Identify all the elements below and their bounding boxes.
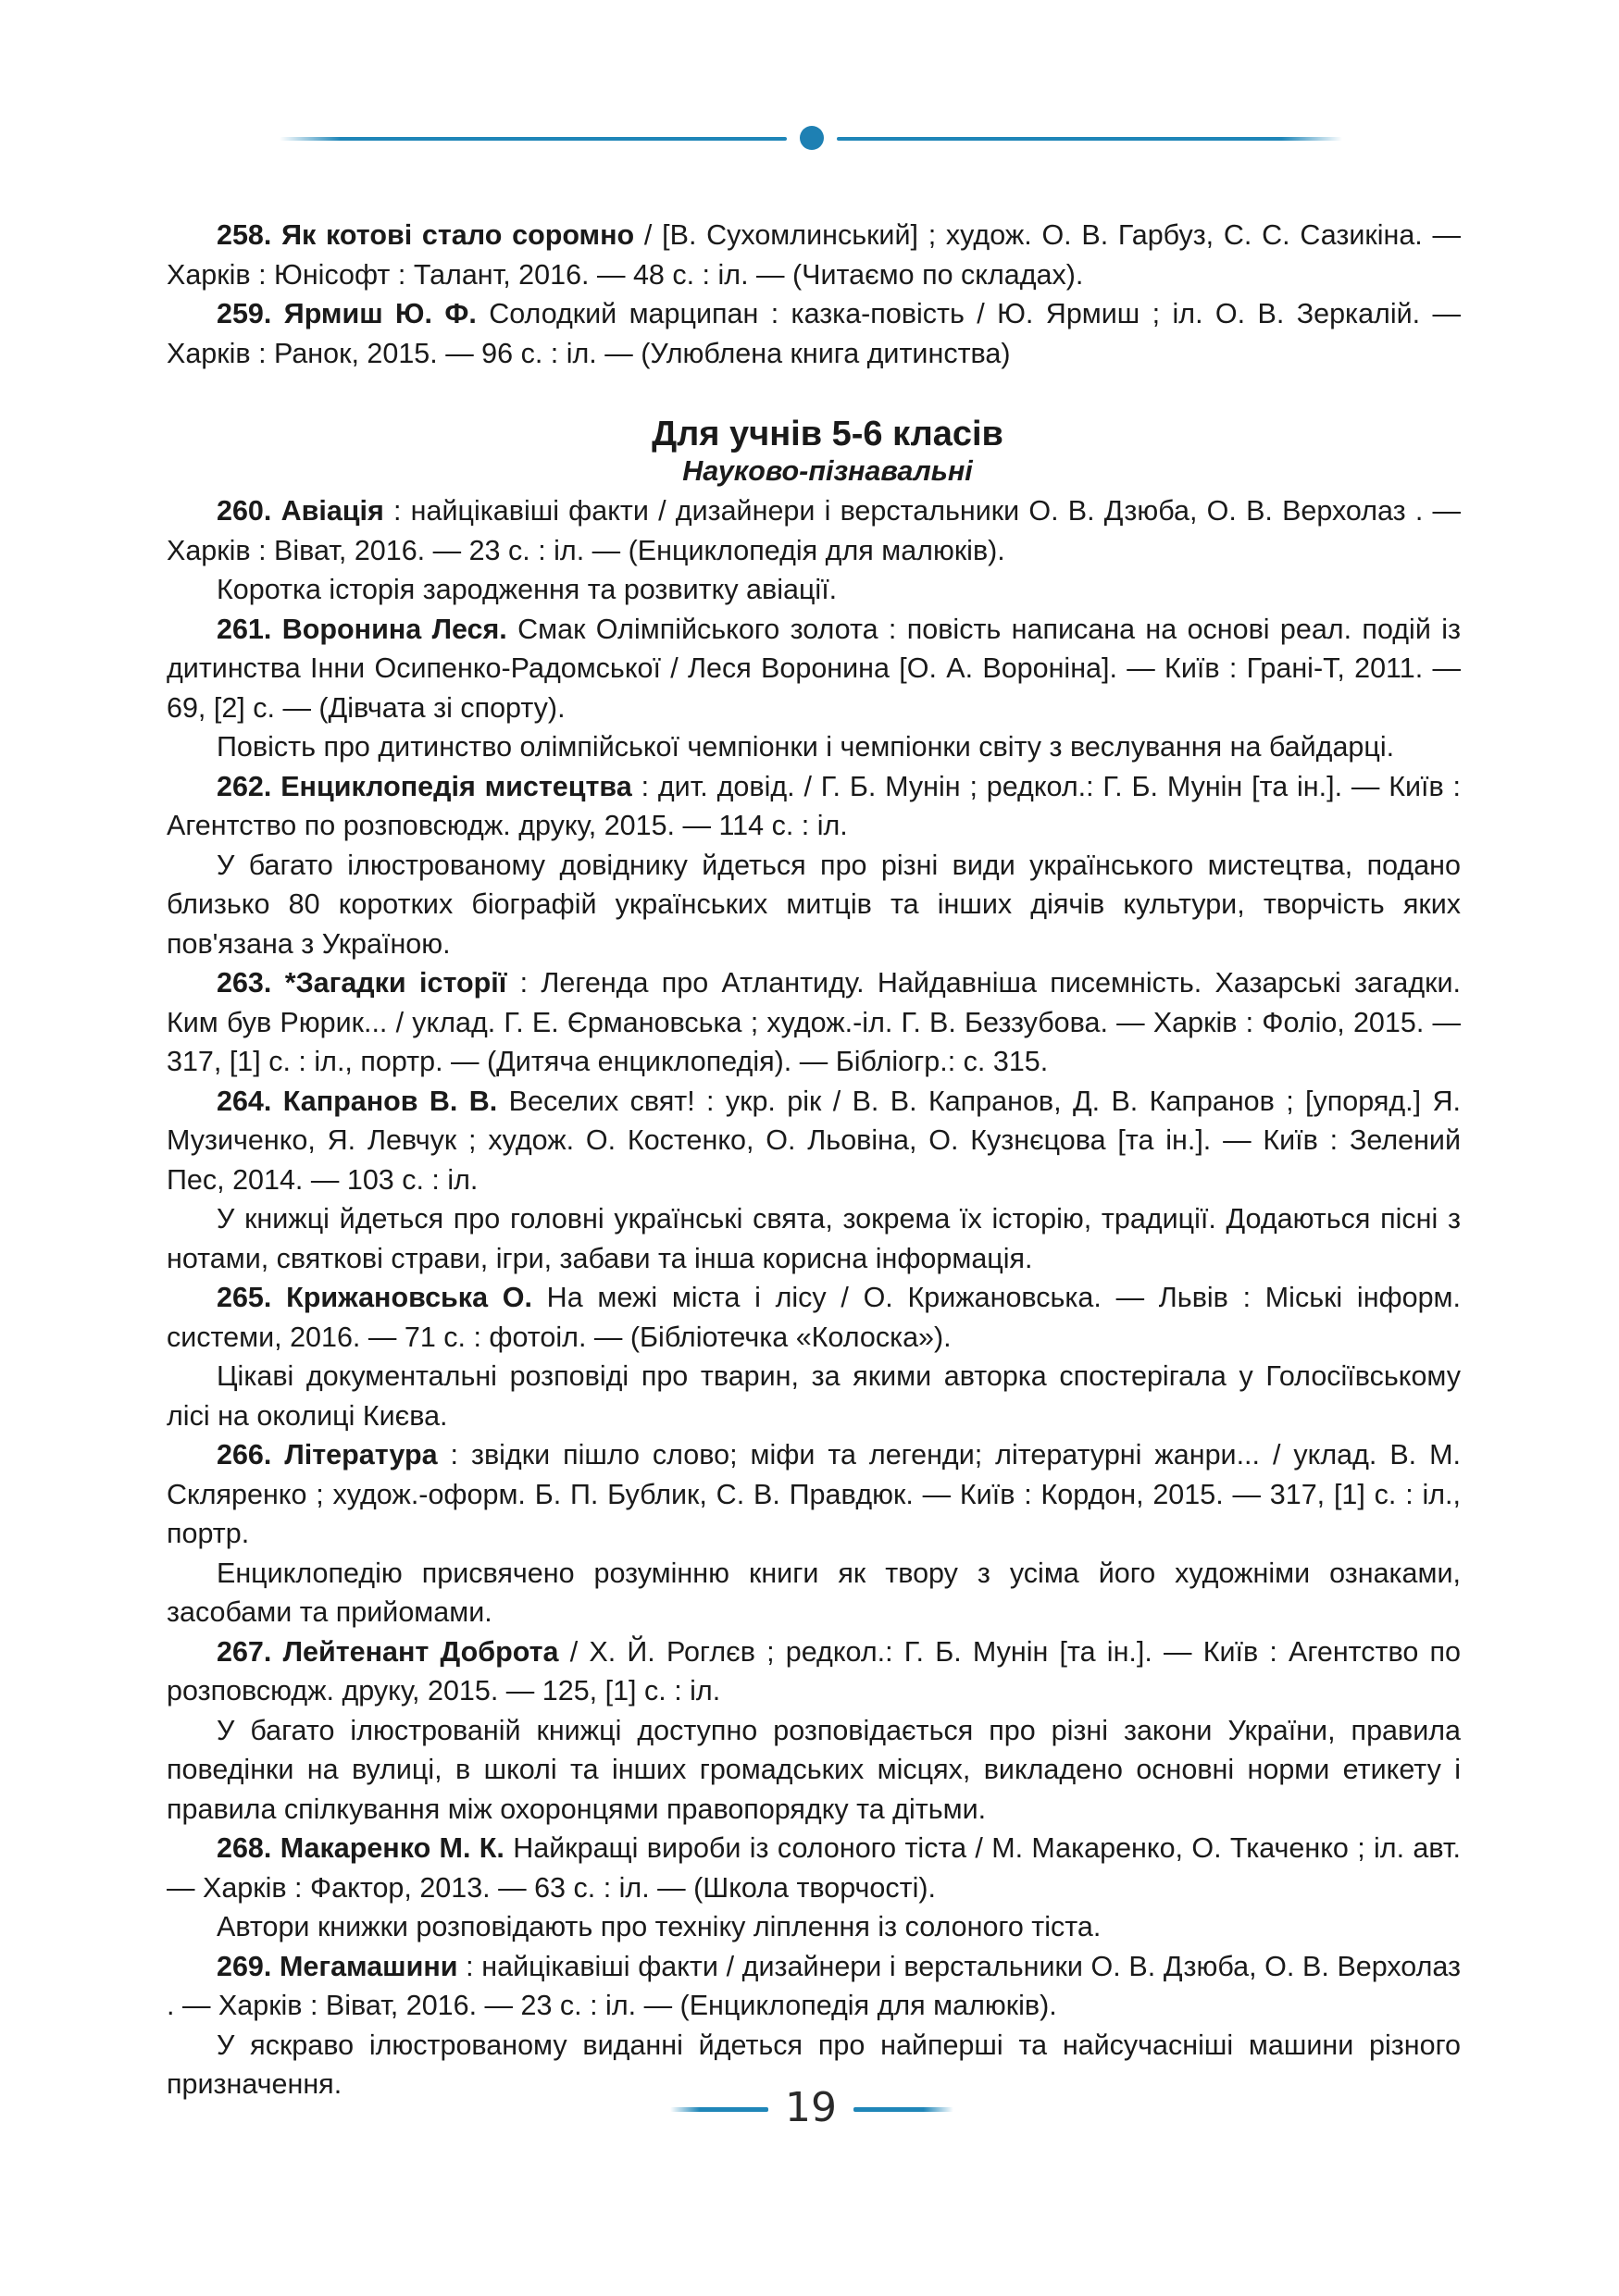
bibliography-entry: [167, 294, 1461, 373]
entry-number: 262.: [217, 770, 272, 802]
entry-title: Крижановська О.: [286, 1282, 532, 1313]
entry-details: Найкращі вироби із солоного тіста / М. Макаренко, О. Ткаченко ; іл. авт. — Харків : Фактор, 2013. — 63 с. : іл. — (Школа творчості).: [167, 1832, 1461, 1904]
bibliography-entry: [167, 1632, 1461, 1711]
entry-details: / [В. Сухомлинський] ; худож. О. В. Гарбуз, С. С. Сазикіна. — Харків : Юнісофт : Талант, 2016. — 48 с. : іл. — (Читаємо по складах).: [167, 219, 1462, 291]
entries-top: [167, 216, 1461, 373]
bibliography-entry: [167, 767, 1461, 846]
entry-number: 259.: [217, 298, 272, 329]
entry-details: : найцікавіші факти / дизайнери і верстальники О. В. Дзюба, О. В. Верхолаз . — Харків : Віват, 2016. — 23 с. : іл. — (Енциклопедія для малюків).: [167, 1950, 1461, 2021]
entry-title: Капранов В. В.: [282, 1085, 498, 1117]
entry-details: : дит. довід. / Г. Б. Мунін ; редкол.: Г. Б. Мунін [та ін.]. — Київ : Агентство по розповсюдж. друку, 2015. — 114 с. : іл.: [167, 770, 1461, 841]
entry-annotation: Коротка історія зародження та розвитку авіації.: [217, 574, 838, 605]
page-content: [167, 216, 1461, 2104]
entry-number: 266.: [217, 1439, 272, 1471]
entry-number: 261.: [217, 613, 272, 645]
header-rule-left: [280, 137, 787, 141]
header-dot-ornament: [800, 126, 824, 150]
entry-annotation: Повість про дитинство олімпійської чемпіонки і чемпіонки світу з веслування на байдарці.: [217, 731, 1395, 763]
entry-number: 267.: [217, 1635, 272, 1668]
entry-annotation: Енциклопедію присвячено розумінню книги як твору з усіма його художніми ознаками, засобами та прийомами.: [167, 1557, 1461, 1628]
entry-number: 263.: [217, 967, 272, 999]
bibliography-entry: [167, 1829, 1461, 1907]
bibliography-entry: [167, 963, 1461, 1082]
bibliography-entry: [167, 216, 1461, 294]
entry-title: *Загадки історії: [284, 967, 507, 999]
entry-details: На межі міста і лісу / О. Крижановська. — Львів : Міські інформ. системи, 2016. — 71 с. : фотоіл. — (Бібліотечка «Колоска»).: [167, 1282, 1461, 1353]
entry-title: Енциклопедія мистецтва: [280, 770, 632, 802]
bibliography-entry: [167, 491, 1461, 570]
bibliography-entry: [167, 1278, 1461, 1357]
section-heading: Для учнів 5-6 класів: [652, 415, 1003, 453]
entry-annotation: У книжці йдеться про головні українські свята, зокрема їх історію, традиції. Додаються пісні з нотами, святкові страви, ігри, забави та інша корисна інформація.: [167, 1203, 1461, 1274]
entry-annotation: Автори книжки розповідають про техніку ліплення із солоного тіста.: [217, 1911, 1102, 1942]
bibliography-entry: [167, 1435, 1461, 1554]
entry-title: Ярмиш Ю. Ф.: [283, 298, 477, 329]
entries-list: [167, 491, 1461, 2104]
entry-number: 264.: [217, 1085, 272, 1117]
entry-number: 260.: [217, 495, 272, 527]
footer-rule-left: [670, 2107, 768, 2112]
entry-details: / Х. Й. Роглєв ; редкол.: Г. Б. Мунін [та ін.]. — Київ : Агентство по розповсюдж. друку, 2015. — 125, [1] с. : іл.: [167, 1635, 1462, 1706]
entry-details: Веселих свят! : укр. рік / В. В. Капранов, Д. В. Капранов ; [упоряд.] Я. Музиченко, Я. Левчук ; худож. О. Костенко, О. Льовіна, О. Кузнєцова [та ін.]. — Київ : Зелений Пес, 2014. — 103 с. : іл.: [167, 1085, 1461, 1196]
header-rule-right: [837, 137, 1342, 141]
section-subheading: Науково-пізнавальні: [682, 455, 973, 487]
entry-title: Макаренко М. К.: [280, 1832, 504, 1864]
bibliography-entry: [167, 1082, 1461, 1200]
entry-details: : Легенда про Атлантиду. Найдавніша писемність. Хазарські загадки. Ким був Рюрик... / уклад. Г. Е. Єрмановська ; худож.-іл. Г. В. Беззубова. — Харків : Фоліо, 2015. — 317, [1] с. : іл., портр. — (Дитяча енциклопедія). — Бібліогр.: с. 315.: [167, 967, 1461, 1077]
entry-annotation: У багато ілюстрованому довіднику йдеться про різні види українського мистецтва, подано близько 80 коротких біографій українських митців та інших діячів культури, творчість яких пов'язана з Україною.: [167, 849, 1461, 960]
entry-title: Лейтенант Доброта: [282, 1635, 559, 1668]
page-number: 19: [785, 2084, 837, 2131]
bibliography-entry: [167, 1947, 1461, 2026]
entry-details: Солодкий марципан : казка-повість / Ю. Ярмиш ; іл. О. В. Зеркалій. — Харків : Ранок, 2015. — 96 с. : іл. — (Улюблена книга дитинства): [167, 298, 1461, 369]
entry-details: : найцікавіші факти / дизайнери і верстальники О. В. Дзюба, О. В. Верхолаз . — Харків : Віват, 2016. — 23 с. : іл. — (Енциклопедія для малюків).: [167, 495, 1461, 566]
entry-number: 258.: [217, 219, 272, 251]
entry-title: Авіація: [280, 495, 384, 527]
entry-details: : звідки пішло слово; міфи та легенди; літературні жанри... / уклад. В. М. Скляренко ; худож.-оформ. Б. П. Бублик, С. В. Правдюк. — Київ : Кордон, 2015. — 317, [1] с. : іл., портр.: [167, 1439, 1461, 1549]
entry-annotation: У багато ілюстрованій книжці доступно розповідається про різні закони України, правила поведінки на вулиці, в школі та інших громадських місцях, викладено основні норми етикету і правила спілкування між охоронцями правопорядку та дітьми.: [167, 1714, 1461, 1825]
entry-number: 265.: [217, 1282, 272, 1313]
entry-title: Література: [284, 1439, 438, 1471]
entry-annotation: Цікаві документальні розповіді про тварин, за якими авторка спостерігала у Голосіївському лісі на околиці Києва.: [167, 1360, 1461, 1432]
entry-title: Воронина Леся.: [281, 613, 507, 645]
footer-rule-right: [853, 2107, 953, 2112]
bibliography-entry: [167, 610, 1461, 728]
entry-title: Як котові стало соромно: [281, 219, 635, 251]
entry-title: Мегамашини: [280, 1950, 458, 1982]
entry-details: Смак Олімпійського золота : повість написана на основі реал. подій із дитинства Інни Осипенко-Радомської / Леся Воронина [О. А. Вороніна]. — Київ : Грані-Т, 2011. — 69, [2] с. — (Дівчата зі спорту).: [167, 613, 1461, 724]
entry-number: 269.: [217, 1950, 272, 1982]
entry-annotation: У яскраво ілюстрованому виданні йдеться про найперші та найсучасніші машини різного призначення.: [167, 2029, 1461, 2100]
entry-number: 268.: [217, 1832, 272, 1864]
